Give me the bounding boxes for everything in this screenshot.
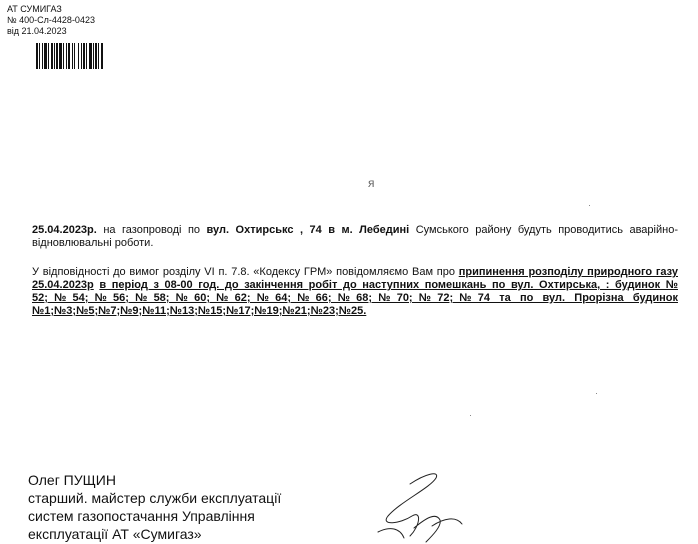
document-number: № 400-Сл-4428-0423 (7, 15, 95, 25)
organization-name: АТ СУМИГАЗ (7, 4, 62, 14)
scan-speck (589, 205, 590, 206)
paragraph2-text-1: У відповідності до вимог розділу VI п. 7.8. «Кодексу ГРМ» повідомляємо Вам про (32, 266, 459, 278)
notice-paragraph-2 (32, 266, 678, 318)
signatory-title-line-3: експлуатації АТ «Сумигаз» (28, 526, 202, 542)
document-date: від 21.04.2023 (7, 26, 67, 36)
signatory-name: Олег ПУЩИН (28, 472, 116, 488)
notice-paragraph-1 (32, 224, 678, 250)
barcode-image (36, 43, 118, 69)
scan-speck (596, 393, 597, 394)
handwritten-mark: я (368, 176, 375, 190)
paragraph1-text-1: на газопроводі по (96, 224, 207, 236)
handwritten-signature (370, 466, 480, 544)
signatory-title-line-2: систем газопостачання Управління (28, 508, 255, 524)
affected-addresses: в період з 08-00 год. до закінчення робіт до наступних помешкань по вул. Охтирська, : будинок № 52;№54;№56;№58;№60;№62;№64;№66;№68;№70;№72;№74 та по вул. Прорізна будинок №1;№3;№5;№7;№9;№11;№13;№15;№17;№19;№21;№23;№25. (32, 279, 678, 317)
document-header (7, 4, 95, 37)
signatory-block (28, 471, 281, 543)
gas-suspension-notice: припинення розподілу природного газу 25.04.2023р (32, 266, 678, 291)
signatory-title-line-1: старший. майстер служби експлуатації (28, 490, 282, 506)
scan-speck (470, 415, 471, 416)
work-location: вул. Охтирськс , 74 в м. Лебедині (206, 224, 410, 236)
paragraph1-text-2: Сумського району будуть проводитись аварійно-відновлювальні роботи. (32, 224, 678, 249)
work-date: 25.04.2023р. (32, 224, 97, 236)
